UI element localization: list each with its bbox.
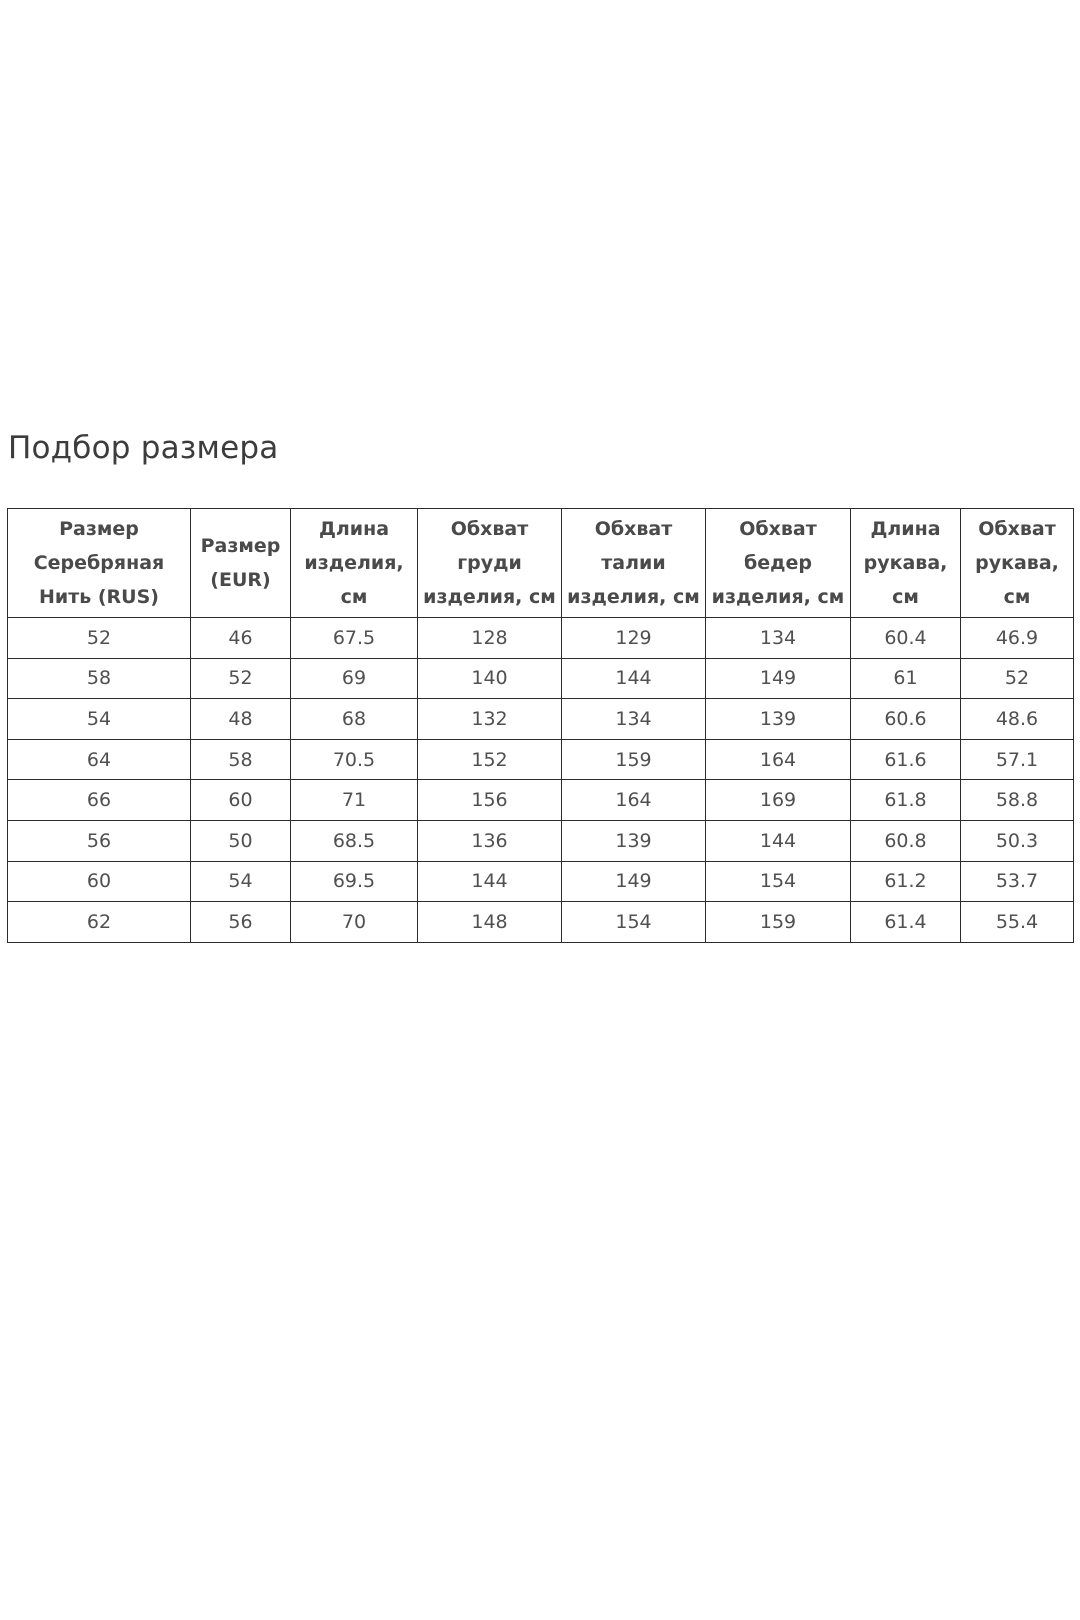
table-cell: 159 — [562, 739, 706, 780]
table-cell: 70 — [291, 902, 418, 943]
table-cell: 129 — [562, 618, 706, 659]
table-cell: 148 — [418, 902, 562, 943]
table-cell: 67.5 — [291, 618, 418, 659]
table-cell: 58.8 — [961, 780, 1074, 821]
header-hips: Обхват бедер изделия, см — [706, 509, 851, 618]
header-length: Длина изделия, см — [291, 509, 418, 618]
table-row — [8, 658, 1074, 699]
table-cell: 134 — [706, 618, 851, 659]
table-cell: 69.5 — [291, 861, 418, 902]
table-cell: 58 — [191, 739, 291, 780]
table-cell: 134 — [562, 699, 706, 740]
header-size-eur: Размер (EUR) — [191, 509, 291, 618]
table-cell: 169 — [706, 780, 851, 821]
table-cell: 53.7 — [961, 861, 1074, 902]
table-row — [8, 699, 1074, 740]
table-cell: 60.4 — [851, 618, 961, 659]
size-chart-table — [7, 508, 1074, 943]
table-cell: 149 — [706, 658, 851, 699]
table-cell: 152 — [418, 739, 562, 780]
table-row — [8, 820, 1074, 861]
table-cell: 159 — [706, 902, 851, 943]
table-row — [8, 902, 1074, 943]
table-cell: 48 — [191, 699, 291, 740]
table-cell: 71 — [291, 780, 418, 821]
table-body — [8, 618, 1074, 943]
table-cell: 132 — [418, 699, 562, 740]
table-cell: 64 — [8, 739, 191, 780]
table-cell: 144 — [418, 861, 562, 902]
table-cell: 139 — [562, 820, 706, 861]
table-cell: 61.4 — [851, 902, 961, 943]
table-cell: 149 — [562, 861, 706, 902]
table-cell: 62 — [8, 902, 191, 943]
page-title: Подбор размера — [8, 430, 279, 466]
table-cell: 48.6 — [961, 699, 1074, 740]
table-cell: 46 — [191, 618, 291, 659]
table-cell: 60 — [191, 780, 291, 821]
table-cell: 50 — [191, 820, 291, 861]
table-cell: 156 — [418, 780, 562, 821]
table-cell: 56 — [191, 902, 291, 943]
header-waist: Обхват талии изделия, см — [562, 509, 706, 618]
table-cell: 164 — [706, 739, 851, 780]
table-cell: 57.1 — [961, 739, 1074, 780]
table-cell: 128 — [418, 618, 562, 659]
table-cell: 144 — [562, 658, 706, 699]
table-cell: 50.3 — [961, 820, 1074, 861]
table-header-row — [8, 509, 1074, 618]
table-cell: 61 — [851, 658, 961, 699]
table-cell: 60.6 — [851, 699, 961, 740]
table-cell: 55.4 — [961, 902, 1074, 943]
table-cell: 61.2 — [851, 861, 961, 902]
table-cell: 139 — [706, 699, 851, 740]
table-cell: 144 — [706, 820, 851, 861]
table-cell: 69 — [291, 658, 418, 699]
header-sleeve-length: Длина рукава, см — [851, 509, 961, 618]
table-cell: 68 — [291, 699, 418, 740]
table-cell: 61.8 — [851, 780, 961, 821]
table-cell: 52 — [191, 658, 291, 699]
table-row — [8, 739, 1074, 780]
table-cell: 52 — [961, 658, 1074, 699]
table-cell: 52 — [8, 618, 191, 659]
header-sleeve-girth: Обхват рукава, см — [961, 509, 1074, 618]
header-chest: Обхват груди изделия, см — [418, 509, 562, 618]
table-cell: 154 — [706, 861, 851, 902]
table-row — [8, 861, 1074, 902]
table-cell: 164 — [562, 780, 706, 821]
table-cell: 70.5 — [291, 739, 418, 780]
table-cell: 60.8 — [851, 820, 961, 861]
table-cell: 46.9 — [961, 618, 1074, 659]
table-cell: 68.5 — [291, 820, 418, 861]
table-cell: 56 — [8, 820, 191, 861]
table-row — [8, 780, 1074, 821]
table-cell: 58 — [8, 658, 191, 699]
table-cell: 60 — [8, 861, 191, 902]
table-row — [8, 618, 1074, 659]
header-size-rus: Размер Серебряная Нить (RUS) — [8, 509, 191, 618]
table-cell: 66 — [8, 780, 191, 821]
table-cell: 140 — [418, 658, 562, 699]
table-cell: 61.6 — [851, 739, 961, 780]
table-cell: 154 — [562, 902, 706, 943]
table-cell: 136 — [418, 820, 562, 861]
table-cell: 54 — [191, 861, 291, 902]
table-cell: 54 — [8, 699, 191, 740]
